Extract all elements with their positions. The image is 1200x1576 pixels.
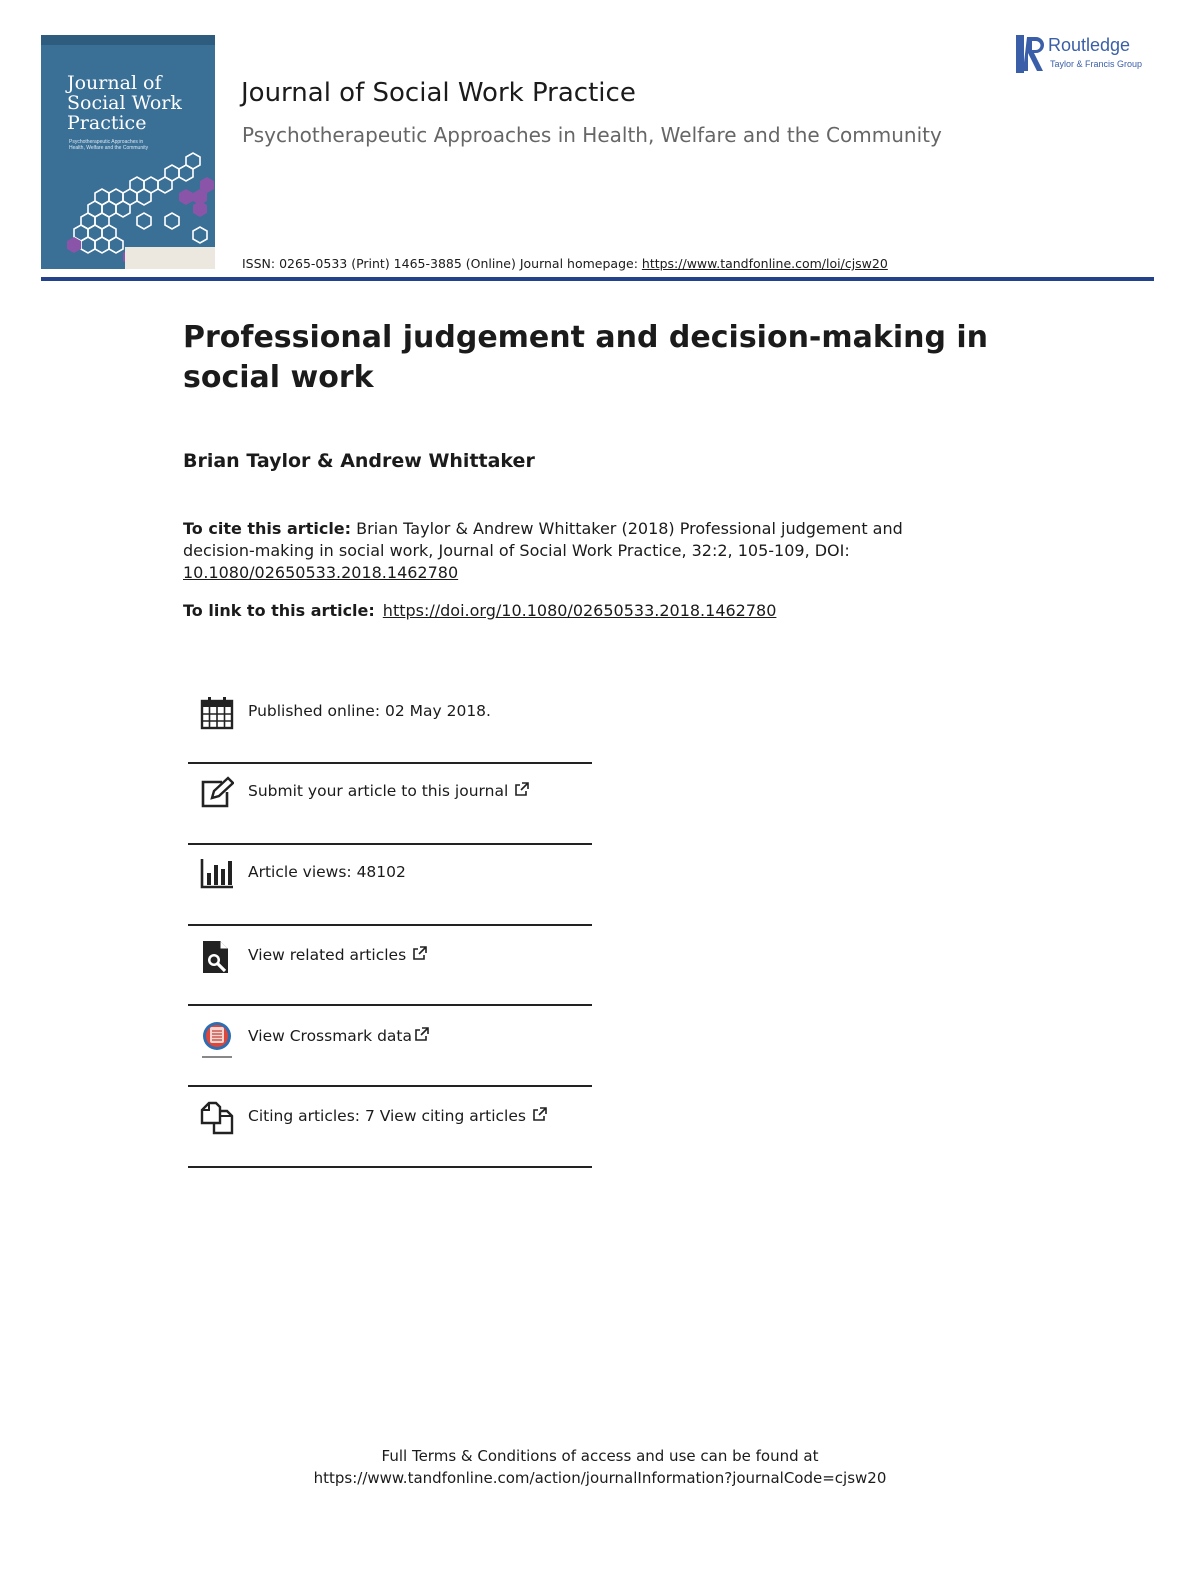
crossmark-icon <box>200 1021 234 1061</box>
citing-articles-text: Citing articles: 7 View citing articles <box>248 1107 526 1125</box>
issn-line <box>242 256 888 271</box>
divider <box>188 1085 592 1087</box>
citation-block <box>183 518 953 584</box>
external-link-icon <box>514 782 529 797</box>
footer-terms-url[interactable]: https://www.tandfonline.com/action/journalInformation?journalCode=cjsw20 <box>313 1469 887 1487</box>
doi-link[interactable]: 10.1080/02650533.2018.1462780 <box>183 563 459 582</box>
cite-text: Brian Taylor & Andrew Whittaker (2018) Professional judgement and decision-making in social work, Journal of Social Work Practice, 32:2, 105-109, DOI: <box>183 519 903 560</box>
published-online-row <box>188 696 592 756</box>
cover-hexagon-pattern <box>41 35 215 269</box>
cover-bottom-logos <box>125 247 215 269</box>
footer-terms <box>0 1445 1200 1489</box>
cover-subtitle: Psychotherapeutic Approaches in Health, Welfare and the Community <box>69 139 149 151</box>
crossmark-text: View Crossmark data <box>248 1027 412 1045</box>
article-doi-url-link[interactable]: https://doi.org/10.1080/02650533.2018.1462780 <box>382 601 777 620</box>
article-title: Professional judgement and decision-making in social work <box>183 320 989 395</box>
journal-homepage-link[interactable]: https://www.tandfonline.com/loi/cjsw20 <box>641 256 888 271</box>
external-link-icon <box>412 946 427 961</box>
cover-title: Journal of Social Work Practice <box>67 72 182 134</box>
journal-title: Journal of Social Work Practice <box>241 78 636 108</box>
submit-article-row[interactable] <box>188 776 592 836</box>
external-link-icon <box>414 1027 429 1042</box>
divider <box>188 762 592 764</box>
article-views-text: Article views: 48102 <box>248 863 406 881</box>
external-link-icon <box>532 1107 547 1122</box>
publisher-name: Routledge <box>1048 35 1131 55</box>
citing-articles-link[interactable] <box>248 1107 547 1125</box>
article-authors: Brian Taylor & Andrew Whittaker <box>183 450 535 472</box>
journal-cover-image <box>41 35 215 269</box>
edit-icon <box>200 776 234 810</box>
routledge-logo <box>1016 35 1143 77</box>
related-articles-link[interactable] <box>248 946 427 964</box>
divider <box>188 924 592 926</box>
publisher-group: Taylor & Francis Group <box>1050 59 1143 69</box>
submit-article-link[interactable] <box>248 782 529 800</box>
citing-documents-icon <box>200 1101 234 1135</box>
submit-article-text: Submit your article to this journal <box>248 782 509 800</box>
document-search-icon <box>200 940 234 974</box>
article-link-line <box>183 601 776 620</box>
footer-line-1: Full Terms & Conditions of access and use can be found at <box>381 1447 819 1465</box>
divider <box>188 1004 592 1006</box>
calendar-icon <box>200 696 234 730</box>
cite-label: To cite this article: <box>183 519 352 538</box>
published-online-text: Published online: 02 May 2018. <box>248 702 491 720</box>
crossmark-link[interactable] <box>248 1027 429 1045</box>
link-label: To link to this article: <box>183 601 375 620</box>
related-articles-row[interactable] <box>188 940 592 1000</box>
divider <box>188 843 592 845</box>
citing-articles-row[interactable] <box>188 1101 592 1161</box>
header-rule <box>41 277 1154 281</box>
routledge-r-icon <box>1016 35 1046 73</box>
article-views-row <box>188 857 592 917</box>
journal-subtitle: Psychotherapeutic Approaches in Health, Welfare and the Community <box>242 123 942 147</box>
divider <box>188 1166 592 1168</box>
crossmark-row[interactable] <box>188 1021 592 1081</box>
related-articles-text: View related articles <box>248 946 407 964</box>
bar-chart-icon <box>200 857 234 891</box>
issn-text: ISSN: 0265-0533 (Print) 1465-3885 (Online) Journal homepage: <box>242 256 642 271</box>
